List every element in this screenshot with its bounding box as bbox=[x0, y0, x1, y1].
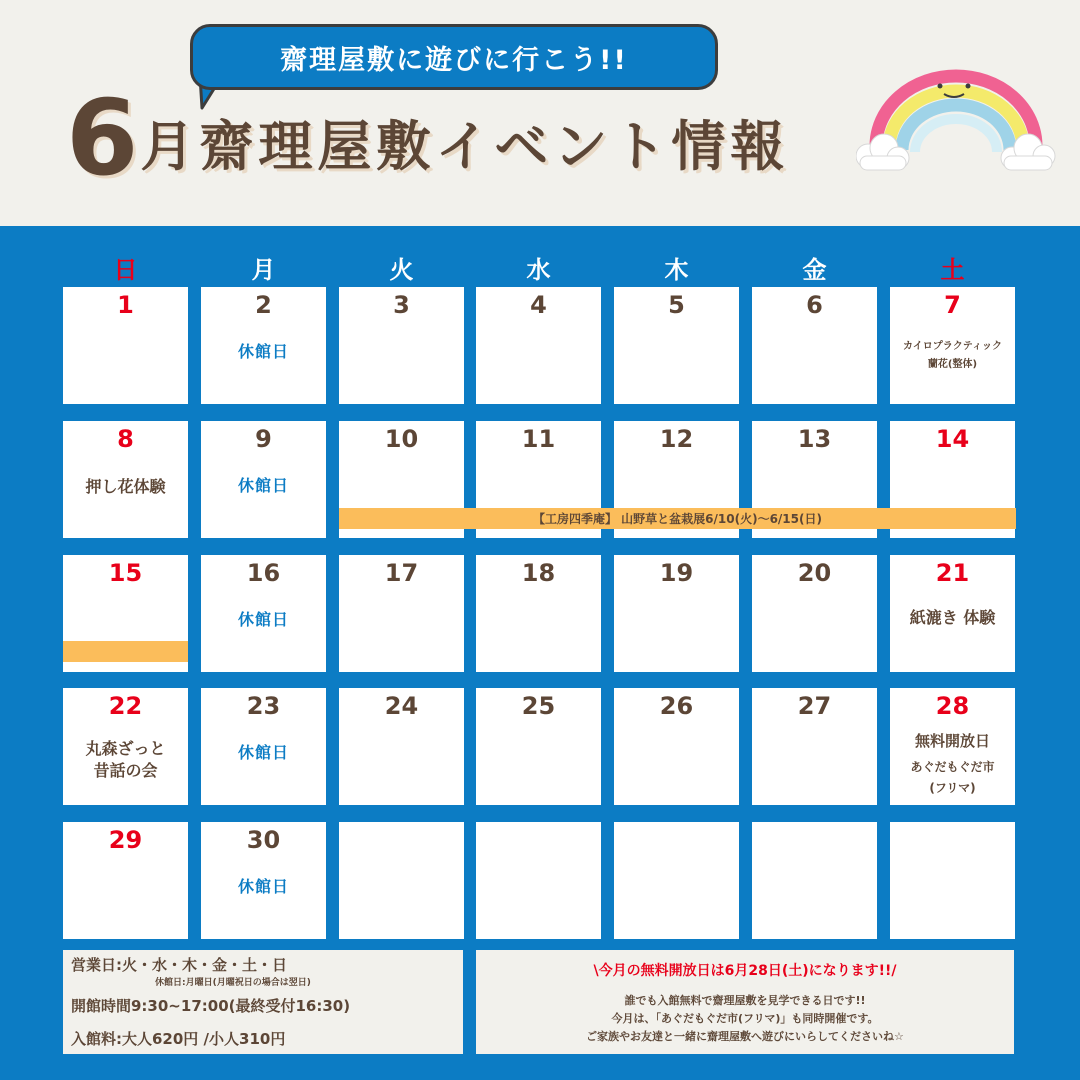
day-number: 11 bbox=[521, 425, 556, 453]
day-number: 5 bbox=[668, 291, 685, 319]
day-number: 6 bbox=[806, 291, 823, 319]
day-cell bbox=[201, 421, 326, 538]
free-day-line-2: 今月は、「あぐだもぐだ市(フリマ)」も同時開催です。 bbox=[611, 1012, 879, 1025]
weekday-thu: 木 bbox=[664, 256, 689, 284]
day-number: 15 bbox=[108, 559, 143, 587]
day-number: 29 bbox=[108, 826, 143, 854]
day-cell bbox=[614, 287, 739, 404]
day-cell bbox=[339, 287, 464, 404]
free-day-heading: \今月の無料開放日は6月28日(土)になります!!/ bbox=[593, 963, 897, 979]
day-cell-empty bbox=[614, 822, 739, 939]
day-cell bbox=[201, 688, 326, 805]
event-flea-market: あぐだもぐだ市 bbox=[910, 760, 995, 774]
event-flea-market-sub: (フリマ) bbox=[929, 781, 976, 795]
free-day-box bbox=[476, 950, 1014, 1054]
event-folktale: 丸森ざっと bbox=[85, 739, 166, 758]
day-cell bbox=[890, 287, 1015, 404]
day-number: 10 bbox=[384, 425, 419, 453]
day-cell bbox=[63, 287, 188, 404]
day-cell bbox=[890, 688, 1015, 805]
event-chiropractic-sub: 蘭花(整体) bbox=[927, 359, 978, 370]
event-chiropractic: カイロプラクティック bbox=[903, 341, 1002, 352]
free-day-line-3: ご家族やお友達と一緒に齋理屋敷へ遊びにいらしてくださいね☆ bbox=[586, 1030, 904, 1043]
weekday-sun: 日 bbox=[113, 256, 138, 284]
weekday-tue: 火 bbox=[389, 256, 414, 284]
day-cell bbox=[890, 555, 1015, 672]
day-number: 20 bbox=[797, 559, 832, 587]
weekday-fri: 金 bbox=[802, 256, 827, 284]
day-cell bbox=[201, 287, 326, 404]
page-title bbox=[66, 77, 790, 199]
exhibition-bar-text: 【工房四季庵】 山野草と盆栽展6/10(火)〜6/15(日) bbox=[533, 512, 822, 526]
day-cell bbox=[476, 287, 601, 404]
day-cell-empty bbox=[890, 822, 1015, 939]
event-paper-making: 紙漉き 体験 bbox=[909, 608, 996, 627]
rainbow-icon bbox=[856, 66, 1056, 176]
exhibition-bar-continued bbox=[63, 641, 188, 662]
closed-day-note: 休館日:月曜日(月曜祝日の場合は翌日) bbox=[155, 978, 311, 988]
event-folktale-sub: 昔話の会 bbox=[93, 761, 158, 780]
event-free-day: 無料開放日 bbox=[914, 732, 990, 750]
day-cell bbox=[752, 555, 877, 672]
day-number: 16 bbox=[246, 559, 281, 587]
day-number: 18 bbox=[521, 559, 556, 587]
day-cell bbox=[63, 421, 188, 538]
title-text: 月齋理屋敷イベント情報 bbox=[140, 115, 790, 178]
event-pressed-flower: 押し花体験 bbox=[85, 477, 166, 496]
bubble-text: 齋理屋敷に遊びに行こう!! bbox=[280, 44, 628, 76]
day-cell bbox=[752, 688, 877, 805]
closed-label: 休館日 bbox=[237, 342, 289, 361]
weekday-sat: 土 bbox=[940, 256, 965, 284]
day-number: 13 bbox=[797, 425, 832, 453]
day-cell bbox=[339, 555, 464, 672]
closed-label: 休館日 bbox=[237, 743, 289, 762]
open-days: 営業日:火・水・木・金・土・日 bbox=[71, 956, 288, 974]
day-cell bbox=[201, 822, 326, 939]
day-number: 14 bbox=[935, 425, 970, 453]
weekday-mon: 月 bbox=[251, 256, 276, 284]
day-cell bbox=[752, 287, 877, 404]
day-number: 22 bbox=[108, 692, 143, 720]
exhibition-bar bbox=[339, 508, 1016, 529]
day-cell bbox=[614, 688, 739, 805]
day-number: 1 bbox=[117, 291, 134, 319]
opening-hours: 開館時間9:30~17:00(最終受付16:30) bbox=[71, 997, 351, 1015]
title-month: 6 bbox=[66, 77, 139, 199]
closed-label: 休館日 bbox=[237, 610, 289, 629]
day-cell bbox=[339, 688, 464, 805]
day-number: 8 bbox=[117, 425, 134, 453]
day-number: 7 bbox=[944, 291, 961, 319]
day-number: 9 bbox=[255, 425, 272, 453]
day-number: 12 bbox=[659, 425, 694, 453]
day-number: 21 bbox=[935, 559, 970, 587]
day-number: 3 bbox=[393, 291, 410, 319]
closed-label: 休館日 bbox=[237, 877, 289, 896]
day-number: 2 bbox=[255, 291, 272, 319]
day-number: 23 bbox=[246, 692, 281, 720]
free-day-line-1: 誰でも入館無料で齋理屋敷を見学できる日です!! bbox=[624, 994, 866, 1007]
day-number: 25 bbox=[521, 692, 556, 720]
day-number: 27 bbox=[797, 692, 832, 720]
day-number: 17 bbox=[384, 559, 419, 587]
day-cell bbox=[63, 822, 188, 939]
day-number: 4 bbox=[530, 291, 547, 319]
day-number: 30 bbox=[246, 826, 281, 854]
day-cell bbox=[614, 555, 739, 672]
day-number: 24 bbox=[384, 692, 419, 720]
day-cell bbox=[63, 688, 188, 805]
day-cell bbox=[476, 555, 601, 672]
day-cell-empty bbox=[339, 822, 464, 939]
day-number: 19 bbox=[659, 559, 694, 587]
day-cell bbox=[201, 555, 326, 672]
opening-info-box bbox=[63, 950, 463, 1054]
day-cell bbox=[476, 688, 601, 805]
day-number: 26 bbox=[659, 692, 694, 720]
day-cell-empty bbox=[476, 822, 601, 939]
closed-label: 休館日 bbox=[237, 476, 289, 495]
admission-fee: 入館料:大人620円 /小人310円 bbox=[71, 1030, 286, 1048]
weekday-wed: 水 bbox=[526, 256, 551, 284]
day-number: 28 bbox=[935, 692, 970, 720]
day-cell-empty bbox=[752, 822, 877, 939]
